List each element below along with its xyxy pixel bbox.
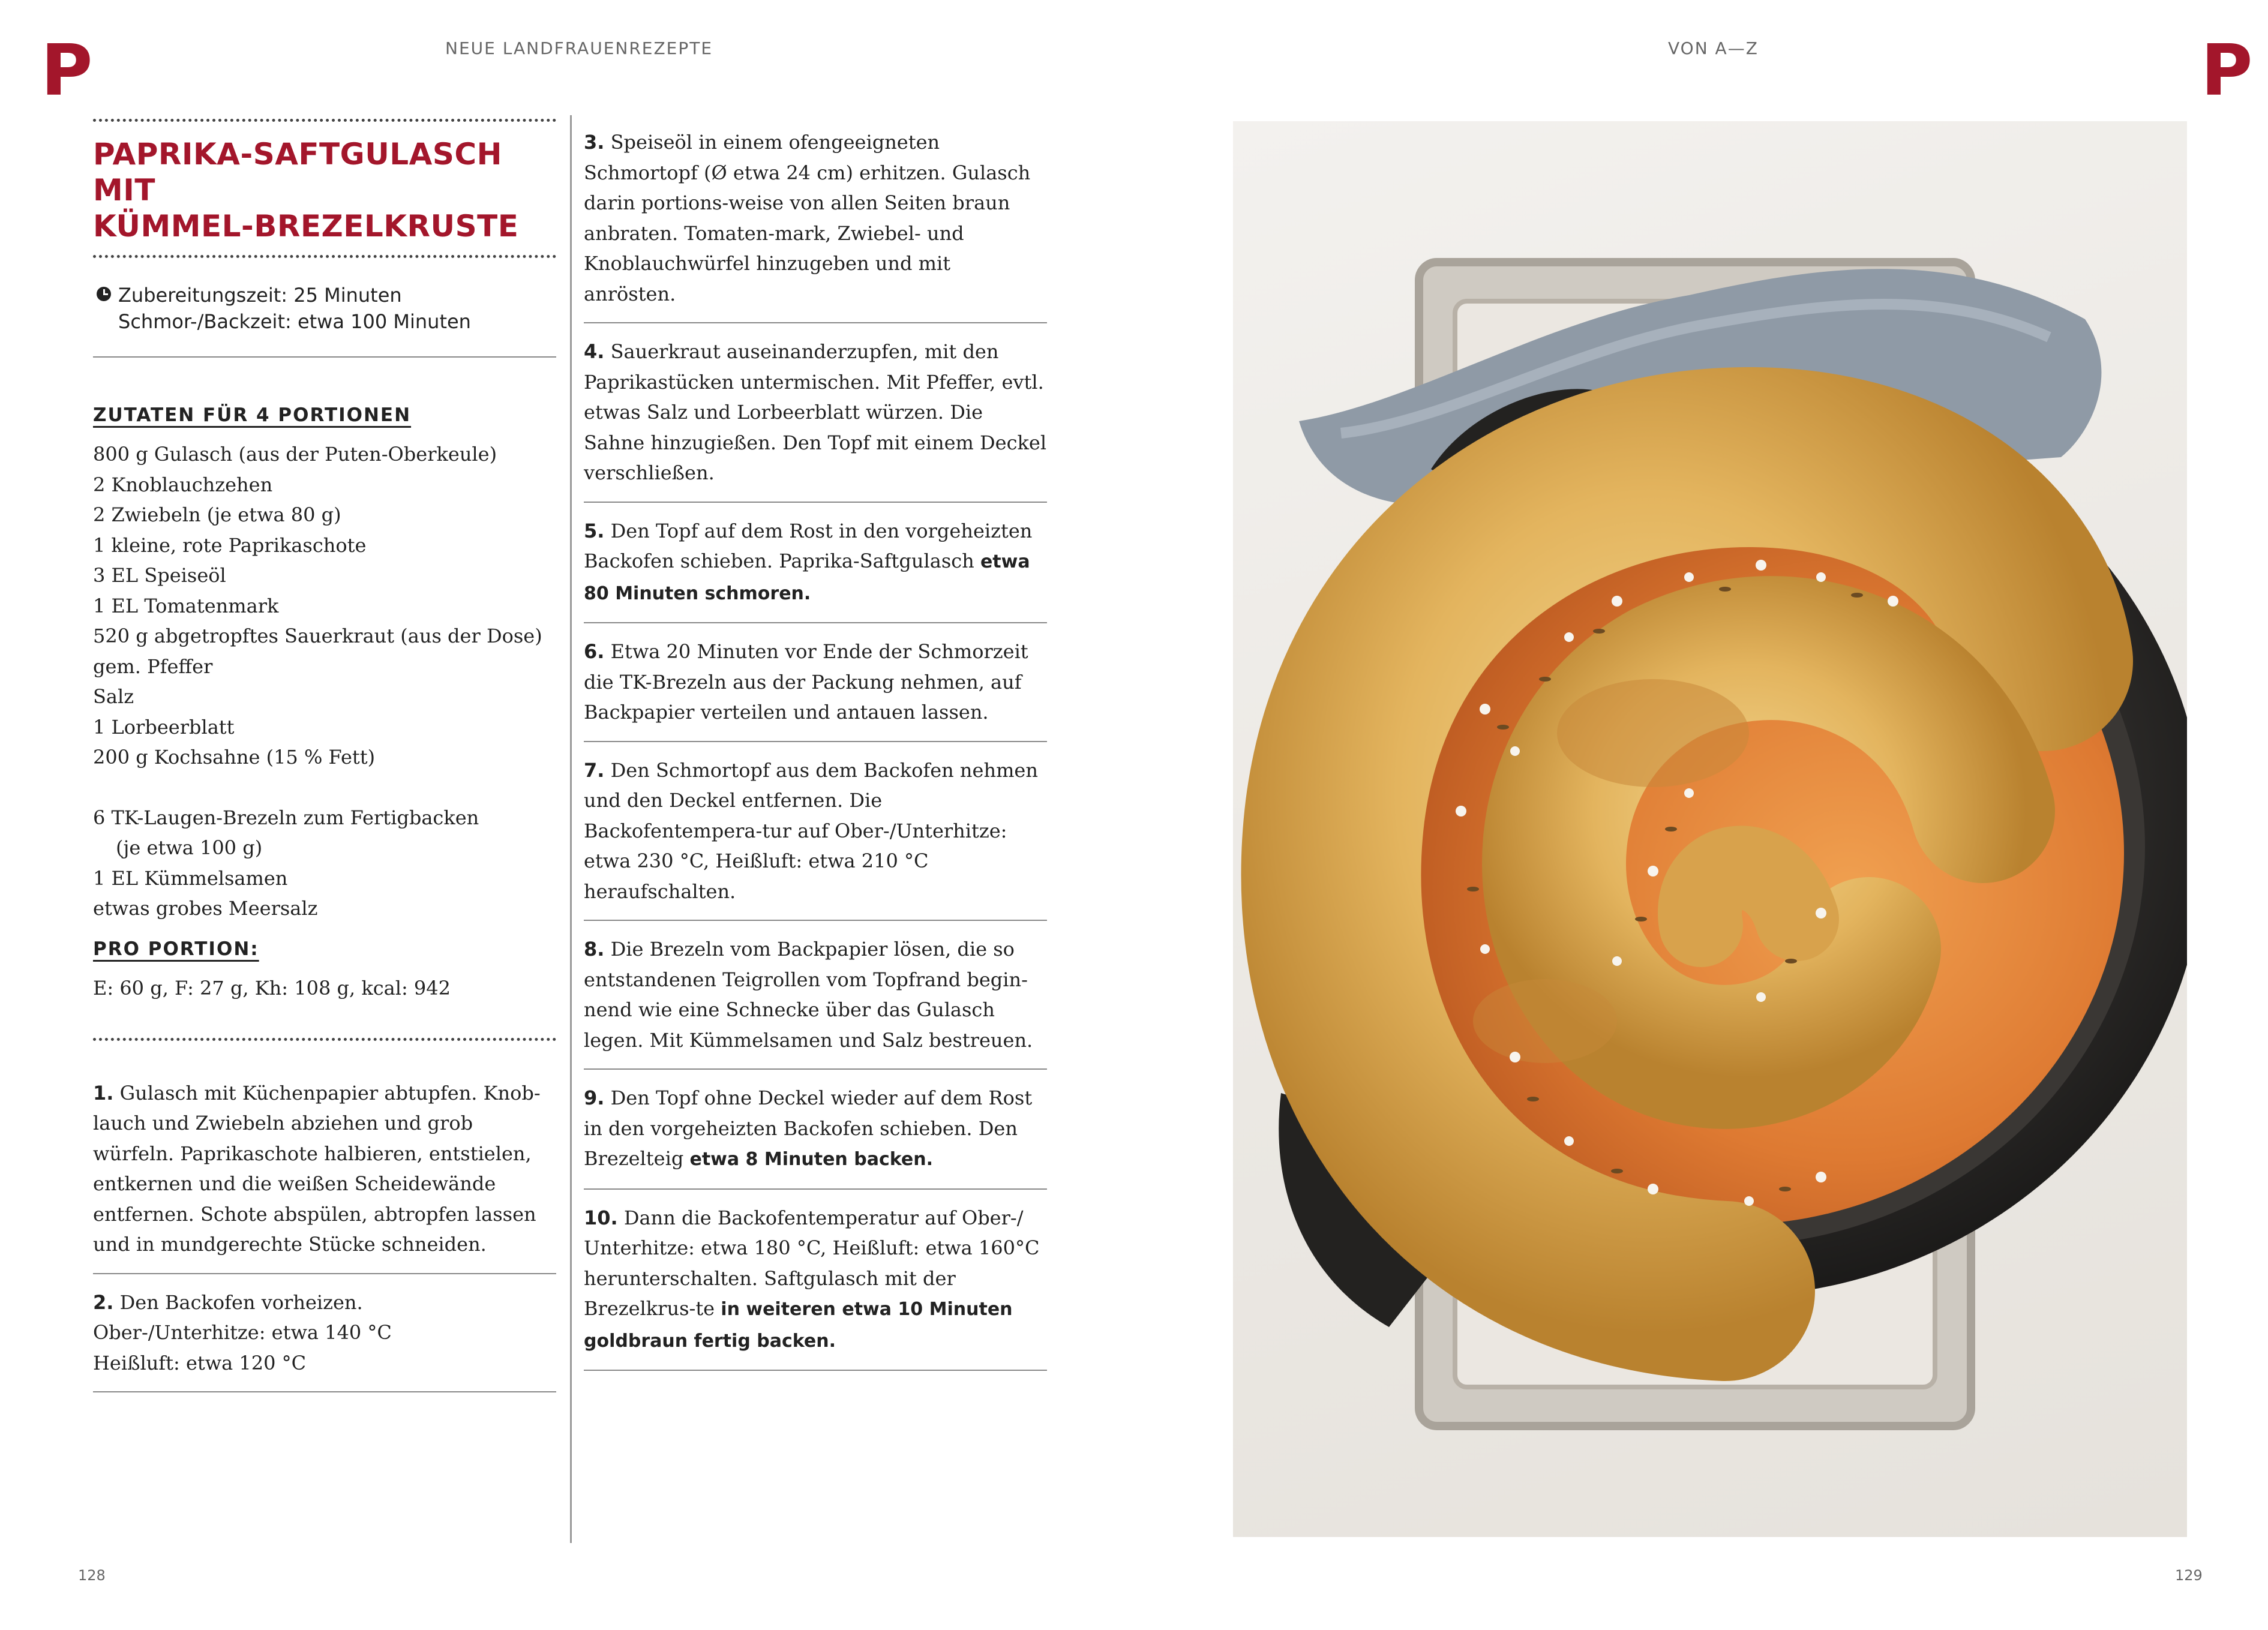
step-text-line: Heißluft: etwa 120 °C [93,1351,307,1374]
crust-browning [1557,679,1749,787]
step-7 [584,755,1047,907]
step-number: 1. [93,1081,114,1104]
step-number: 10. [584,1206,618,1229]
ingredient: 3 EL Speiseöl [93,564,226,587]
portion-values: E: 60 g, F: 27 g, Kh: 108 g, kcal: 942 [93,976,451,999]
step-text: Die Brezeln vom Backpapier lösen, die so entstandenen Teigrollen vom Topfrand begin-nend wie eine Schnecke über das Gulasch legen. Mit Kümmelsamen und Salz bestreuen. [584,938,1033,1052]
ingredient: 2 Knoblauchzehen [93,473,273,496]
ingredient: 1 Lorbeerblatt [93,715,235,739]
ingredient: 2 Zwiebeln (je etwa 80 g) [93,503,341,526]
step-text: Den Backofen vorheizen. [119,1290,363,1314]
step-number: 8. [584,938,605,960]
ingredient: (je etwa 100 g) [116,836,263,859]
title-line-1: PAPRIKA-SAFTGULASCH MIT [93,137,502,208]
step-text: Sauerkraut auseinanderzupfen, mit den Paprikastücken untermischen. Mit Pfeffer, evtl. etwas Salz und Lorbeerblatt würzen. Die Sahne hinzugießen. Den Topf mit einem Deckel verschließen. [584,340,1047,484]
photo-illustration [1233,121,2187,1537]
ingredient: Salz [93,685,134,708]
ingredient: etwas grobes Meersalz [93,897,318,920]
dotted-rule [93,119,556,122]
ingredient: gem. Pfeffer [93,655,213,678]
step-number: 3. [584,131,605,154]
step-10 [584,1203,1047,1357]
step-number: 9. [584,1086,605,1109]
left-column [93,119,556,1392]
step-emphasis: etwa 8 Minuten backen [689,1149,926,1170]
ingredient: 800 g Gulasch (aus der Puten-Oberkeule) [93,443,497,466]
section-letter-left: P [41,29,93,112]
step-text: Den Schmortopf aus dem Backofen nehmen und den Deckel entfernen. Die Backofentempera-tur auf Ober-/Unterhitze: etwa 230 °C, Heißluft: etwa 210 °C heraufschalten. [584,758,1038,903]
ingredient: 200 g Kochsahne (15 % Fett) [93,746,376,769]
title-line-2: KÜMMEL-BREZELKRUSTE [93,209,519,244]
step-number: 5. [584,519,605,542]
bake-time: Schmor-/Backzeit: etwa 100 Minuten [118,310,471,333]
ingredient: 1 EL Tomatenmark [93,594,279,617]
step-emphasis: etwa 80 Minuten schmoren [584,551,1030,604]
step-6 [584,637,1047,728]
step-2 [93,1287,556,1379]
running-head-right: VON A—Z [1668,38,1759,58]
step-punct: . [926,1149,933,1170]
step-5 [584,516,1047,610]
section-letter-right: P [2201,29,2253,112]
step-1 [93,1078,556,1260]
clock-icon [97,287,111,301]
running-head-left: NEUE LANDFRAUENREZEPTE [445,38,713,58]
prep-time-text: Zubereitungszeit: 25 Minuten [118,284,402,307]
step-text: Gulasch mit Küchenpapier abtupfen. Knob-lauch und Zwiebeln abziehen und grob würfeln. Paprikaschote halbieren, entstielen, entkernen und die weißen Scheidewände entfernen. Schote abspülen, abtropfen lassen und in mundgerechte Stücke schneiden. [93,1081,541,1256]
recipe-title [93,136,556,244]
middle-column [584,127,1047,1371]
step-number: 4. [584,340,605,363]
page-number-right: 129 [2175,1567,2203,1584]
prep-time [93,282,556,308]
step-text: Dann die Backofentemperatur auf Ober-/ Unterhitze: etwa 180 °C, Heißluft: etwa 160°C herunterschalten. Saftgulasch mit der Brezelkrus-te [584,1206,1040,1320]
step-emphasis: in weiteren etwa 10 Minuten goldbraun fertig backen [584,1299,1013,1352]
step-3 [584,127,1047,309]
step-number: 2. [93,1290,114,1314]
crust-browning [1473,979,1617,1063]
step-text: Etwa 20 Minuten vor Ende der Schmorzeit die TK-Brezeln aus der Packung nehmen, auf Backpapier verteilen und antauen lassen. [584,640,1028,724]
ingredients-list [93,439,556,924]
page-number-left: 128 [78,1567,106,1584]
dotted-rule [93,255,556,258]
ingredient: 520 g abgetropftes Sauerkraut (aus der Dose) [93,625,542,647]
ingredients-heading: ZUTATEN FÜR 4 PORTIONEN [93,404,412,426]
rule [93,1391,556,1392]
step-9 [584,1083,1047,1175]
step-text: Speiseöl in einem ofengeeigneten Schmortopf (Ø etwa 24 cm) erhitzen. Gulasch darin portions-weise von allen Seiten braun anbraten. Tomaten-mark, Zwiebel- und Knoblauchwürfel hinzugeben und mit anrösten. [584,131,1031,305]
rule [584,1370,1047,1371]
step-number: 6. [584,640,605,663]
ingredient: 6 TK-Laugen-Brezeln zum Fertigbacken [93,806,479,829]
step-punct: . [829,1330,836,1352]
step-text: Den Topf auf dem Rost in den vorgeheizten Backofen schieben. Paprika-Saftgulasch [584,519,1033,572]
food-photo [1233,121,2187,1537]
step-text: Den Topf ohne Deckel wieder auf dem Rost in den vorgeheizten Backofen schieben. Den Brezelteig [584,1086,1033,1170]
column-divider [570,115,572,1543]
spacer [93,773,556,803]
step-4 [584,337,1047,488]
step-text-line: Ober-/Unterhitze: etwa 140 °C [93,1321,392,1344]
step-number: 7. [584,758,605,782]
timing-block [93,282,556,335]
ingredient: 1 EL Kümmelsamen [93,866,288,890]
step-punct: . [803,583,811,604]
step-8 [584,934,1047,1055]
portion-heading: PRO PORTION: [93,938,259,960]
ingredient: 1 kleine, rote Paprikaschote [93,533,367,557]
